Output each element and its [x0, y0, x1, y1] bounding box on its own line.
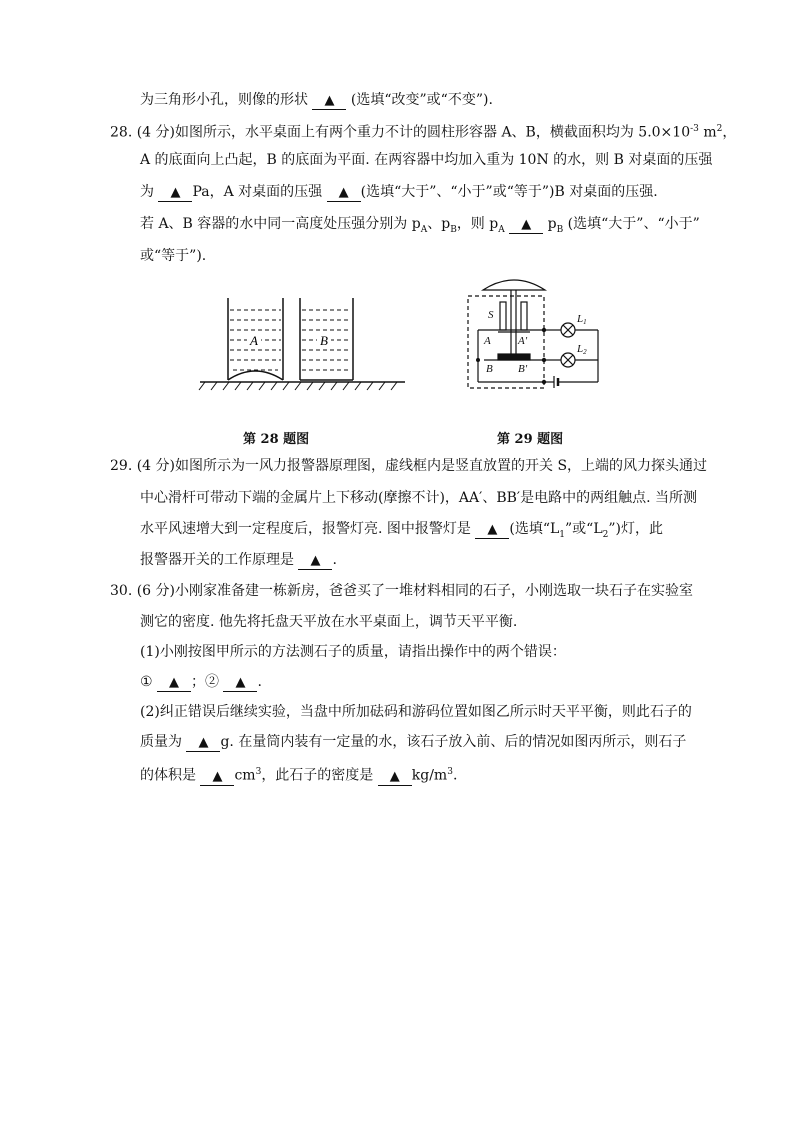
question-28-line3 — [140, 182, 658, 202]
text: 中心滑杆可带动下端的金属片上下移动(摩擦不计)，AA′、BB′是电路中的两组触点. 当所测 — [140, 490, 697, 506]
subscript: A — [498, 224, 505, 235]
text: kg/m — [411, 767, 448, 784]
text: 或“等于”). — [140, 248, 207, 264]
text: ， — [722, 124, 737, 141]
blank-triangle: ▲ — [170, 185, 181, 200]
answer-blank[interactable] — [223, 674, 257, 692]
answer-blank[interactable] — [298, 552, 332, 570]
text: 报警器开关的工作原理是 — [140, 552, 294, 568]
answer-blank[interactable] — [509, 216, 543, 234]
label-a: A — [250, 333, 258, 348]
text: 为 — [140, 184, 154, 200]
label-b: B — [320, 333, 328, 348]
question-29-line4 — [140, 550, 337, 570]
answer-blank[interactable] — [378, 768, 412, 786]
text: ，此石子的密度是 — [261, 767, 374, 784]
blank-triangle: ▲ — [521, 217, 532, 232]
blank-triangle: ▲ — [338, 185, 349, 200]
answer-blank[interactable] — [327, 184, 361, 202]
text: p — [547, 216, 557, 232]
text: (选填“改变”或“不变”). — [350, 92, 493, 108]
question-28-line4 — [140, 214, 700, 240]
blank-triangle: ▲ — [487, 522, 498, 537]
exponent: 3 — [447, 767, 453, 777]
label-b-prime: B′ — [518, 363, 528, 375]
question-28-line5 — [140, 246, 206, 266]
text: (选填“大于”、“小于” — [563, 216, 700, 232]
text: (2)纠正错误后继续实验，当盘中所加砝码和游码位置如图乙所示时天平平衡，则此石子的 — [140, 704, 692, 720]
text-line — [140, 90, 493, 110]
text: 为三角形小孔，则像的形状 — [140, 92, 308, 108]
label-b: B — [486, 363, 493, 375]
text: . — [332, 552, 337, 568]
text: m — [698, 124, 717, 141]
answer-blank[interactable] — [186, 734, 220, 752]
question-number: 30. (6 分) — [110, 583, 175, 599]
text: 质量为 — [140, 734, 182, 750]
blank-triangle: ▲ — [198, 735, 209, 750]
answer-blank[interactable] — [475, 521, 509, 539]
blank-triangle: ▲ — [212, 768, 223, 784]
text: cm — [234, 767, 256, 784]
text: 水平风速增大到一定程度后，报警灯亮. 图中报警灯是 — [140, 521, 471, 537]
blank-triangle: ▲ — [310, 553, 321, 568]
question-30-line2 — [140, 612, 517, 632]
answer-blank[interactable] — [157, 674, 191, 692]
subscript: B — [450, 224, 457, 235]
question-28-line1 — [110, 119, 736, 143]
text: ”或“L — [565, 521, 603, 537]
question-30-line5 — [140, 702, 692, 722]
question-number: 28. (4 分) — [110, 124, 175, 141]
text: . — [452, 767, 458, 784]
text: ① — [140, 674, 153, 690]
text: ，则 p — [456, 216, 499, 232]
text: 小刚家准备建一栋新房，爸爸买了一堆材料相同的石子，小刚选取一块石子在实验室 — [175, 583, 693, 599]
question-30-line1 — [110, 581, 693, 601]
answer-blank[interactable] — [200, 768, 234, 786]
blank-triangle: ▲ — [324, 93, 335, 108]
question-30-line4 — [140, 672, 262, 692]
text: ；② — [191, 674, 220, 690]
subscript: A — [420, 224, 428, 235]
label-a: A — [484, 335, 491, 347]
question-30-line7 — [140, 762, 457, 786]
text: 如图所示为一风力报警器原理图，虚线框内是竖直放置的开关 S，上端的风力探头通过 — [175, 458, 708, 474]
subscript: 2 — [602, 529, 609, 540]
figure-28-caption: 第 28 题图 — [243, 432, 310, 447]
exponent: 2 — [716, 124, 723, 134]
subscript: B — [556, 224, 564, 235]
text: (1)小刚按图甲所示的方法测石子的质量，请指出操作中的两个错误： — [140, 644, 566, 660]
text: (选填“L — [509, 521, 560, 537]
figure-28 — [195, 290, 410, 400]
text: ”)灯，此 — [608, 521, 663, 537]
text: g. 在量筒内装有一定量的水，该石子放入前、后的情况如图丙所示，则石子 — [220, 734, 687, 750]
text: A 的底面向上凸起，B 的底面为平面. 在两容器中均加入重为 10N 的水，则 B 对桌面的压强 — [140, 152, 713, 168]
text: 测它的密度. 他先将托盘天平放在水平桌面上，调节天平平衡. — [140, 614, 518, 630]
text: 的体积是 — [140, 767, 196, 784]
answer-blank[interactable] — [312, 92, 346, 110]
label-l2: L2 — [577, 343, 587, 356]
question-number: 29. (4 分) — [110, 458, 175, 474]
question-30-line3 — [140, 642, 566, 662]
text: (选填“大于”、“小于”或“等于”)B 对桌面的压强. — [360, 184, 658, 200]
label-s: S — [488, 309, 494, 321]
answer-blank[interactable] — [158, 184, 192, 202]
text: 如图所示，水平桌面上有两个重力不计的圆柱形容器 A、B，横截面积均为 5.0×10 — [175, 124, 691, 141]
question-28-line2 — [140, 150, 712, 170]
blank-triangle: ▲ — [389, 768, 400, 784]
text: 若 A、B 容器的水中同一高度处压强分别为 p — [140, 216, 421, 232]
exponent: -3 — [690, 124, 699, 134]
blank-triangle: ▲ — [169, 675, 180, 690]
question-29-line2 — [140, 488, 697, 508]
subscript: 1 — [559, 529, 566, 540]
label-l1: L1 — [577, 313, 587, 326]
blank-triangle: ▲ — [235, 675, 246, 690]
text: . — [257, 674, 262, 690]
figure-29-caption: 第 29 题图 — [497, 432, 564, 447]
question-30-line6 — [140, 732, 686, 752]
question-29-line1 — [110, 456, 707, 476]
text: Pa，A 对桌面的压强 — [192, 184, 323, 200]
question-29-line3 — [140, 519, 663, 545]
label-a-prime: A′ — [518, 335, 528, 347]
text: 、p — [427, 216, 451, 232]
exponent: 3 — [255, 767, 262, 777]
figure-29 — [458, 272, 608, 400]
